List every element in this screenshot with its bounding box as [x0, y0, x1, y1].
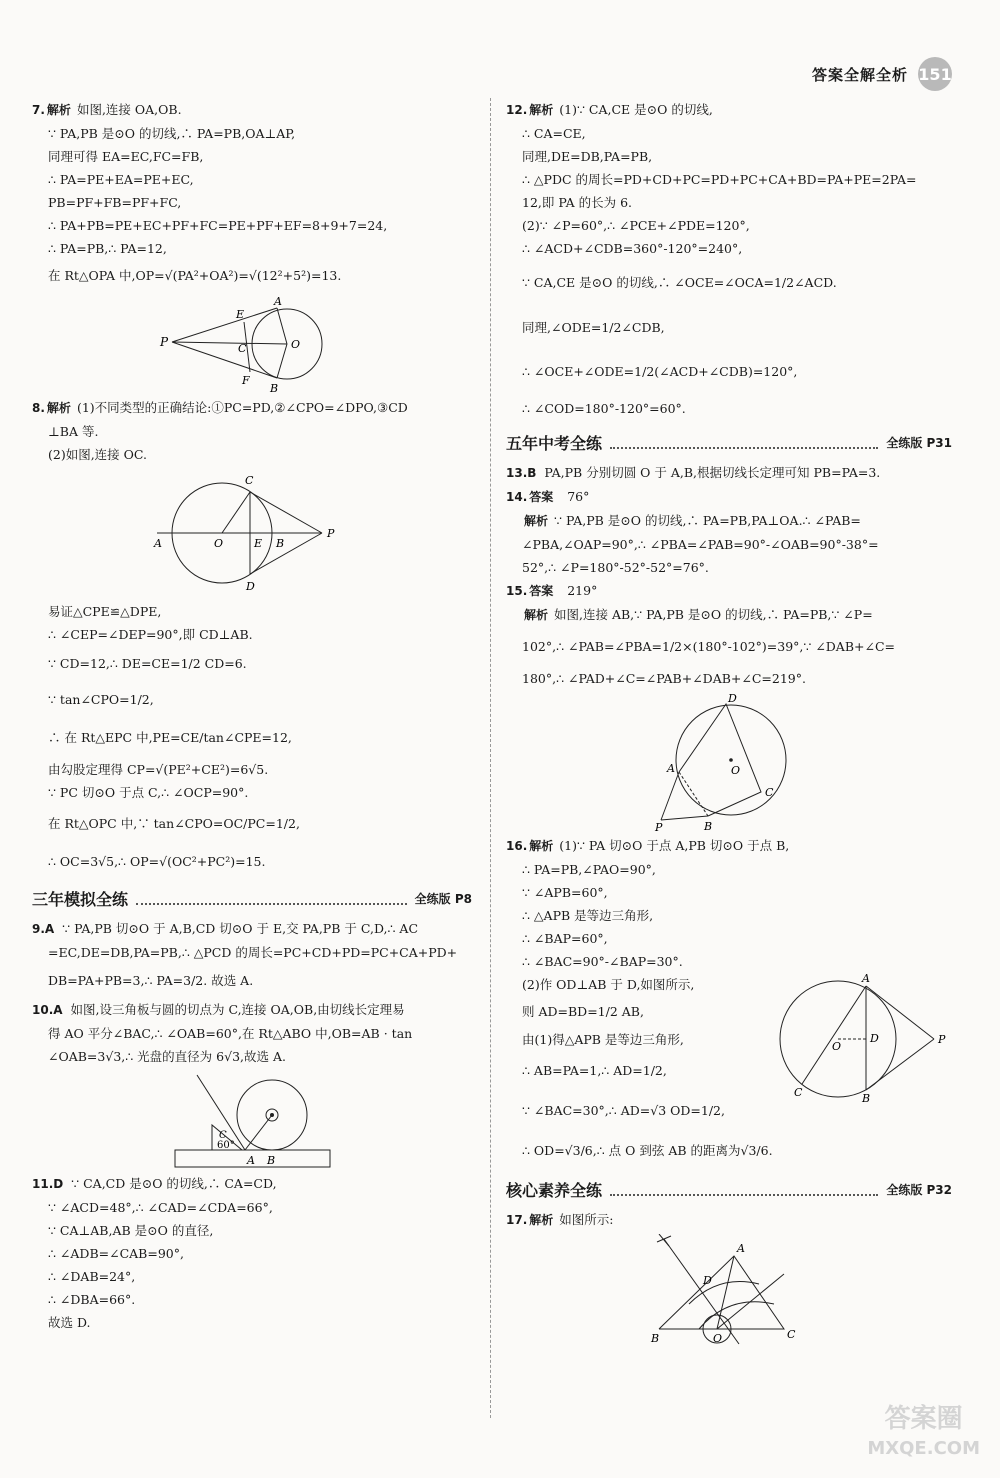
text-line: ∴ 在 Rt△EPC 中,PE=CE/tan∠CPE=12, [48, 730, 292, 745]
question-number: 16. [506, 839, 528, 853]
figure-q10 [167, 1070, 337, 1170]
question-8 [32, 396, 472, 880]
fig-label: A [737, 1242, 745, 1255]
text-line: ∵ PA,PB 切⊙O 于 A,B,CD 切⊙O 于 E,交 PA,PB 于 C,D,∴ AC [62, 921, 419, 936]
analysis-tag: 解析 [529, 103, 554, 117]
section-title: 五年中考全练 [506, 434, 603, 453]
text-line: ∴ PA+PB=PE+EC+PF+FC=PE+PF+EF=8+9+7=24, [48, 218, 388, 233]
fig-label: P [327, 527, 335, 540]
text-line: 故选 D. [48, 1315, 91, 1330]
text-line: 得 AO 平分∠BAC,∴ ∠OAB=60°,在 Rt△ABO 中,OB=AB · tan [48, 1026, 413, 1041]
fig-label: B [270, 382, 279, 394]
section-ref: 全练版 P31 [886, 436, 952, 450]
fig-label: P [160, 335, 169, 349]
text-line: 102°,∴ ∠PAB=∠PBA=1/2×(180°-102°)=39°,∵ ∠DAB+∠C= [522, 639, 896, 654]
question-number: 8. [32, 401, 45, 415]
header-title: 答案全解全析 [811, 65, 908, 84]
text-line: ⊥BA 等. [48, 424, 99, 439]
text-line: (2)∵ ∠P=60°,∴ ∠PCE+∠PDE=120°, [522, 218, 750, 233]
text-line: ∴ ∠OCE+∠ODE=1/2(∠ACD+∠CDB)=120°, [522, 364, 798, 379]
text-line: (2)如图,连接 OC. [48, 447, 147, 462]
text-line: PA,PB 分别切圆 O 于 A,B,根据切线长定理可知 PB=PA=3. [544, 465, 881, 480]
fig-label: O [832, 1040, 842, 1053]
text-line: ∵ ∠BAC=30°,∴ AD=√3 OD=1/2, [522, 1103, 725, 1118]
analysis-tag: 解析 [46, 401, 71, 415]
fig-label: E [236, 308, 245, 321]
figure-q15 [649, 692, 809, 832]
text-line: ∴ ∠DBA=66°. [48, 1292, 136, 1307]
text-line: (1)不同类型的正确结论:①PC=PD,②∠CPO=∠DPO,③CD [76, 400, 408, 415]
fig-label: D [246, 580, 255, 593]
fig-label: B [862, 1092, 871, 1104]
question-14 [506, 485, 952, 579]
text-line: ∴ PA=PB,∠PAO=90°, [522, 862, 656, 877]
question-number: 10.A [32, 1003, 63, 1017]
text-line: 在 Rt△OPA 中,OP=√(PA²+OA²)=√(12²+5²)=13. [48, 268, 342, 283]
text-line: 如图,连接 OA,OB. [76, 102, 182, 117]
section-dots [610, 1186, 878, 1196]
watermark-url: MXQE.COM [867, 1438, 980, 1459]
text-line: =EC,DE=DB,PA=PB,∴ △PCD 的周长=PC+CD+PD=PC+CA+PD+ [48, 945, 458, 960]
fig-label: A [862, 974, 870, 985]
text-line: 如图,设三角板与圆的切点为 C,连接 OA,OB,由切线长定理易 [70, 1002, 405, 1017]
text-line: 在 Rt△OPC 中,∵ tan∠CPO=OC/PC=1/2, [48, 816, 300, 831]
analysis-tag: 解析 [529, 1213, 554, 1227]
fig-label: 60° [217, 1140, 235, 1151]
question-number: 15. [506, 584, 528, 598]
text-line: (2)作 OD⊥AB 于 D,如图所示, [522, 977, 695, 992]
left-column [32, 98, 472, 1334]
fig-label: C [765, 786, 774, 799]
figure-q7 [152, 294, 352, 394]
text-line: 同理可得 EA=EC,FC=FB, [48, 149, 204, 164]
text-line: ∴ PA=PB,∴ PA=12, [48, 241, 167, 256]
figure-q17 [649, 1234, 809, 1349]
text-line: ∴ ∠COD=180°-120°=60°. [522, 401, 686, 416]
analysis-tag: 解析 [524, 608, 549, 622]
text-line: ∵ PA,PB 是⊙O 的切线,∴ PA=PB,PA⊥OA.∴ ∠PAB= [554, 513, 861, 528]
right-column [506, 98, 952, 1351]
section-dots [610, 439, 878, 449]
question-16 [506, 834, 952, 1171]
page-header [812, 58, 952, 90]
text-line: ∵ ∠ACD=48°,∴ ∠CAD=∠CDA=66°, [48, 1200, 273, 1215]
text-line: ∵ CA,CE 是⊙O 的切线,∴ ∠OCE=∠OCA=1/2∠ACD. [522, 275, 837, 290]
text-line: ∴ ∠DAB=24°, [48, 1269, 136, 1284]
text-line: ∴ ∠ADB=∠CAB=90°, [48, 1246, 184, 1261]
text-line: ∠OAB=3√3,∴ 光盘的直径为 6√3,故选 A. [48, 1049, 286, 1064]
question-number: 12. [506, 103, 528, 117]
text-line: 由勾股定理得 CP=√(PE²+CE²)=6√5. [48, 762, 269, 777]
figure-q16 [774, 974, 954, 1104]
answer-value: 219° [567, 583, 598, 598]
fig-label: O [731, 764, 741, 777]
question-10 [32, 998, 472, 1170]
text-line: ∠PBA,∠OAP=90°,∴ ∠PBA=∠PAB=90°-∠OAB=90°-38°= [522, 537, 879, 552]
fig-label: A [667, 762, 675, 775]
question-number: 9.A [32, 922, 55, 936]
question-number: 11.D [32, 1177, 64, 1191]
question-13 [506, 461, 952, 485]
fig-label: C [219, 1130, 227, 1141]
text-line: ∵ PC 切⊙O 于点 C,∴ ∠OCP=90°. [48, 785, 249, 800]
answer-tag: 答案 [529, 584, 554, 598]
fig-label: B [267, 1154, 276, 1167]
fig-label: C [787, 1328, 796, 1341]
fig-label: P [938, 1033, 946, 1046]
text-line: ∵ CD=12,∴ DE=CE=1/2 CD=6. [48, 656, 247, 671]
fig-label: D [703, 1274, 712, 1287]
question-number: 7. [32, 103, 45, 117]
answer-tag: 答案 [529, 490, 554, 504]
text-line: ∴ OD=√3/6,∴ 点 O 到弦 AB 的距离为√3/6. [522, 1143, 773, 1158]
text-line: ∵ tan∠CPO=1/2, [48, 692, 154, 707]
fig-label: O [713, 1332, 723, 1345]
text-line: ∴ OC=3√5,∴ OP=√(OC²+PC²)=15. [48, 854, 266, 869]
text-line: ∴ △PDC 的周长=PD+CD+PC=PD+PC+CA+BD=PA+PE=2PA= [522, 172, 917, 187]
question-number: 13.B [506, 466, 537, 480]
section-dots [136, 895, 407, 905]
text-line: 如图,连接 AB,∵ PA,PB 是⊙O 的切线,∴ PA=PB,∵ ∠P= [554, 607, 873, 622]
answer-value: 76° [567, 489, 590, 504]
fig-label: C [245, 474, 254, 487]
fig-label: D [870, 1032, 879, 1045]
text-line: ∵ CA,CD 是⊙O 的切线,∴ CA=CD, [71, 1176, 277, 1191]
watermark-logo [867, 1404, 980, 1464]
text-line: ∴ PA=PE+EA=PE+EC, [48, 172, 194, 187]
text-line: 由(1)得△APB 是等边三角形, [522, 1032, 684, 1047]
question-17 [506, 1208, 952, 1349]
page-number: 151 [918, 57, 952, 91]
question-number: 14. [506, 490, 528, 504]
question-9 [32, 917, 472, 998]
section-ref: 全练版 P8 [414, 892, 472, 906]
fig-label: D [728, 692, 737, 705]
watermark-text: 答案圈 [884, 1404, 963, 1434]
text-line: 易证△CPE≌△DPE, [48, 604, 162, 619]
section-title: 核心素养全练 [506, 1181, 603, 1200]
question-15 [506, 579, 952, 832]
text-line: 则 AD=BD=1/2 AB, [522, 1004, 644, 1019]
fig-label: O [214, 537, 224, 550]
question-7 [32, 98, 472, 394]
text-line: ∴ ∠BAP=60°, [522, 931, 608, 946]
text-line: ∴ CA=CE, [522, 126, 586, 141]
fig-label: P [655, 821, 663, 832]
section-header-core-literacy [506, 1179, 952, 1202]
section-title: 三年模拟全练 [32, 890, 129, 909]
fig-label: B [276, 537, 285, 550]
question-number: 17. [506, 1213, 528, 1227]
figure-q8 [142, 468, 362, 598]
analysis-tag: 解析 [46, 103, 71, 117]
fig-label: O [291, 338, 301, 351]
analysis-tag: 解析 [524, 514, 549, 528]
text-line: DB=PA+PB=3,∴ PA=3/2. 故选 A. [48, 973, 254, 988]
text-line: (1)∵ CA,CE 是⊙O 的切线, [559, 102, 713, 117]
fig-label: E [254, 537, 263, 550]
section-ref: 全练版 P32 [886, 1183, 952, 1197]
fig-label: A [247, 1154, 255, 1167]
section-header-three-year [32, 888, 472, 911]
text-line: 52°,∴ ∠P=180°-52°-52°=76°. [522, 560, 709, 575]
text-line: 同理,DE=DB,PA=PB, [522, 149, 653, 164]
analysis-tag: 解析 [529, 839, 554, 853]
text-line: ∵ CA⊥AB,AB 是⊙O 的直径, [48, 1223, 214, 1238]
question-12 [506, 98, 952, 424]
text-line: ∴ ∠ACD+∠CDB=360°-120°=240°, [522, 241, 743, 256]
fig-label: B [704, 820, 713, 832]
fig-label: B [651, 1332, 660, 1345]
fig-label: C [238, 342, 247, 355]
fig-label: A [274, 295, 282, 308]
text-line: ∴ ∠BAC=90°-∠BAP=30°. [522, 954, 683, 969]
fig-label: A [154, 537, 162, 550]
section-header-five-year [506, 432, 952, 455]
text-line: 180°,∴ ∠PAD+∠C=∠PAB+∠DAB+∠C=219°. [522, 671, 806, 686]
text-line: ∴ ∠CEP=∠DEP=90°,即 CD⊥AB. [48, 627, 253, 642]
text-line: PB=PF+FB=PF+FC, [48, 195, 182, 210]
fig-label: C [794, 1086, 803, 1099]
text-line: (1)∵ PA 切⊙O 于点 A,PB 切⊙O 于点 B, [559, 838, 790, 853]
text-line: ∴ AB=PA=1,∴ AD=1/2, [522, 1063, 667, 1078]
text-line: 同理,∠ODE=1/2∠CDB, [522, 320, 665, 335]
text-line: 如图所示: [559, 1212, 614, 1227]
column-divider [490, 98, 491, 1418]
text-line: 12,即 PA 的长为 6. [522, 195, 633, 210]
text-line: ∵ PA,PB 是⊙O 的切线,∴ PA=PB,OA⊥AP, [48, 126, 296, 141]
text-line: ∴ △APB 是等边三角形, [522, 908, 654, 923]
text-line: ∵ ∠APB=60°, [522, 885, 608, 900]
fig-label: F [242, 374, 250, 387]
question-11 [32, 1172, 472, 1334]
